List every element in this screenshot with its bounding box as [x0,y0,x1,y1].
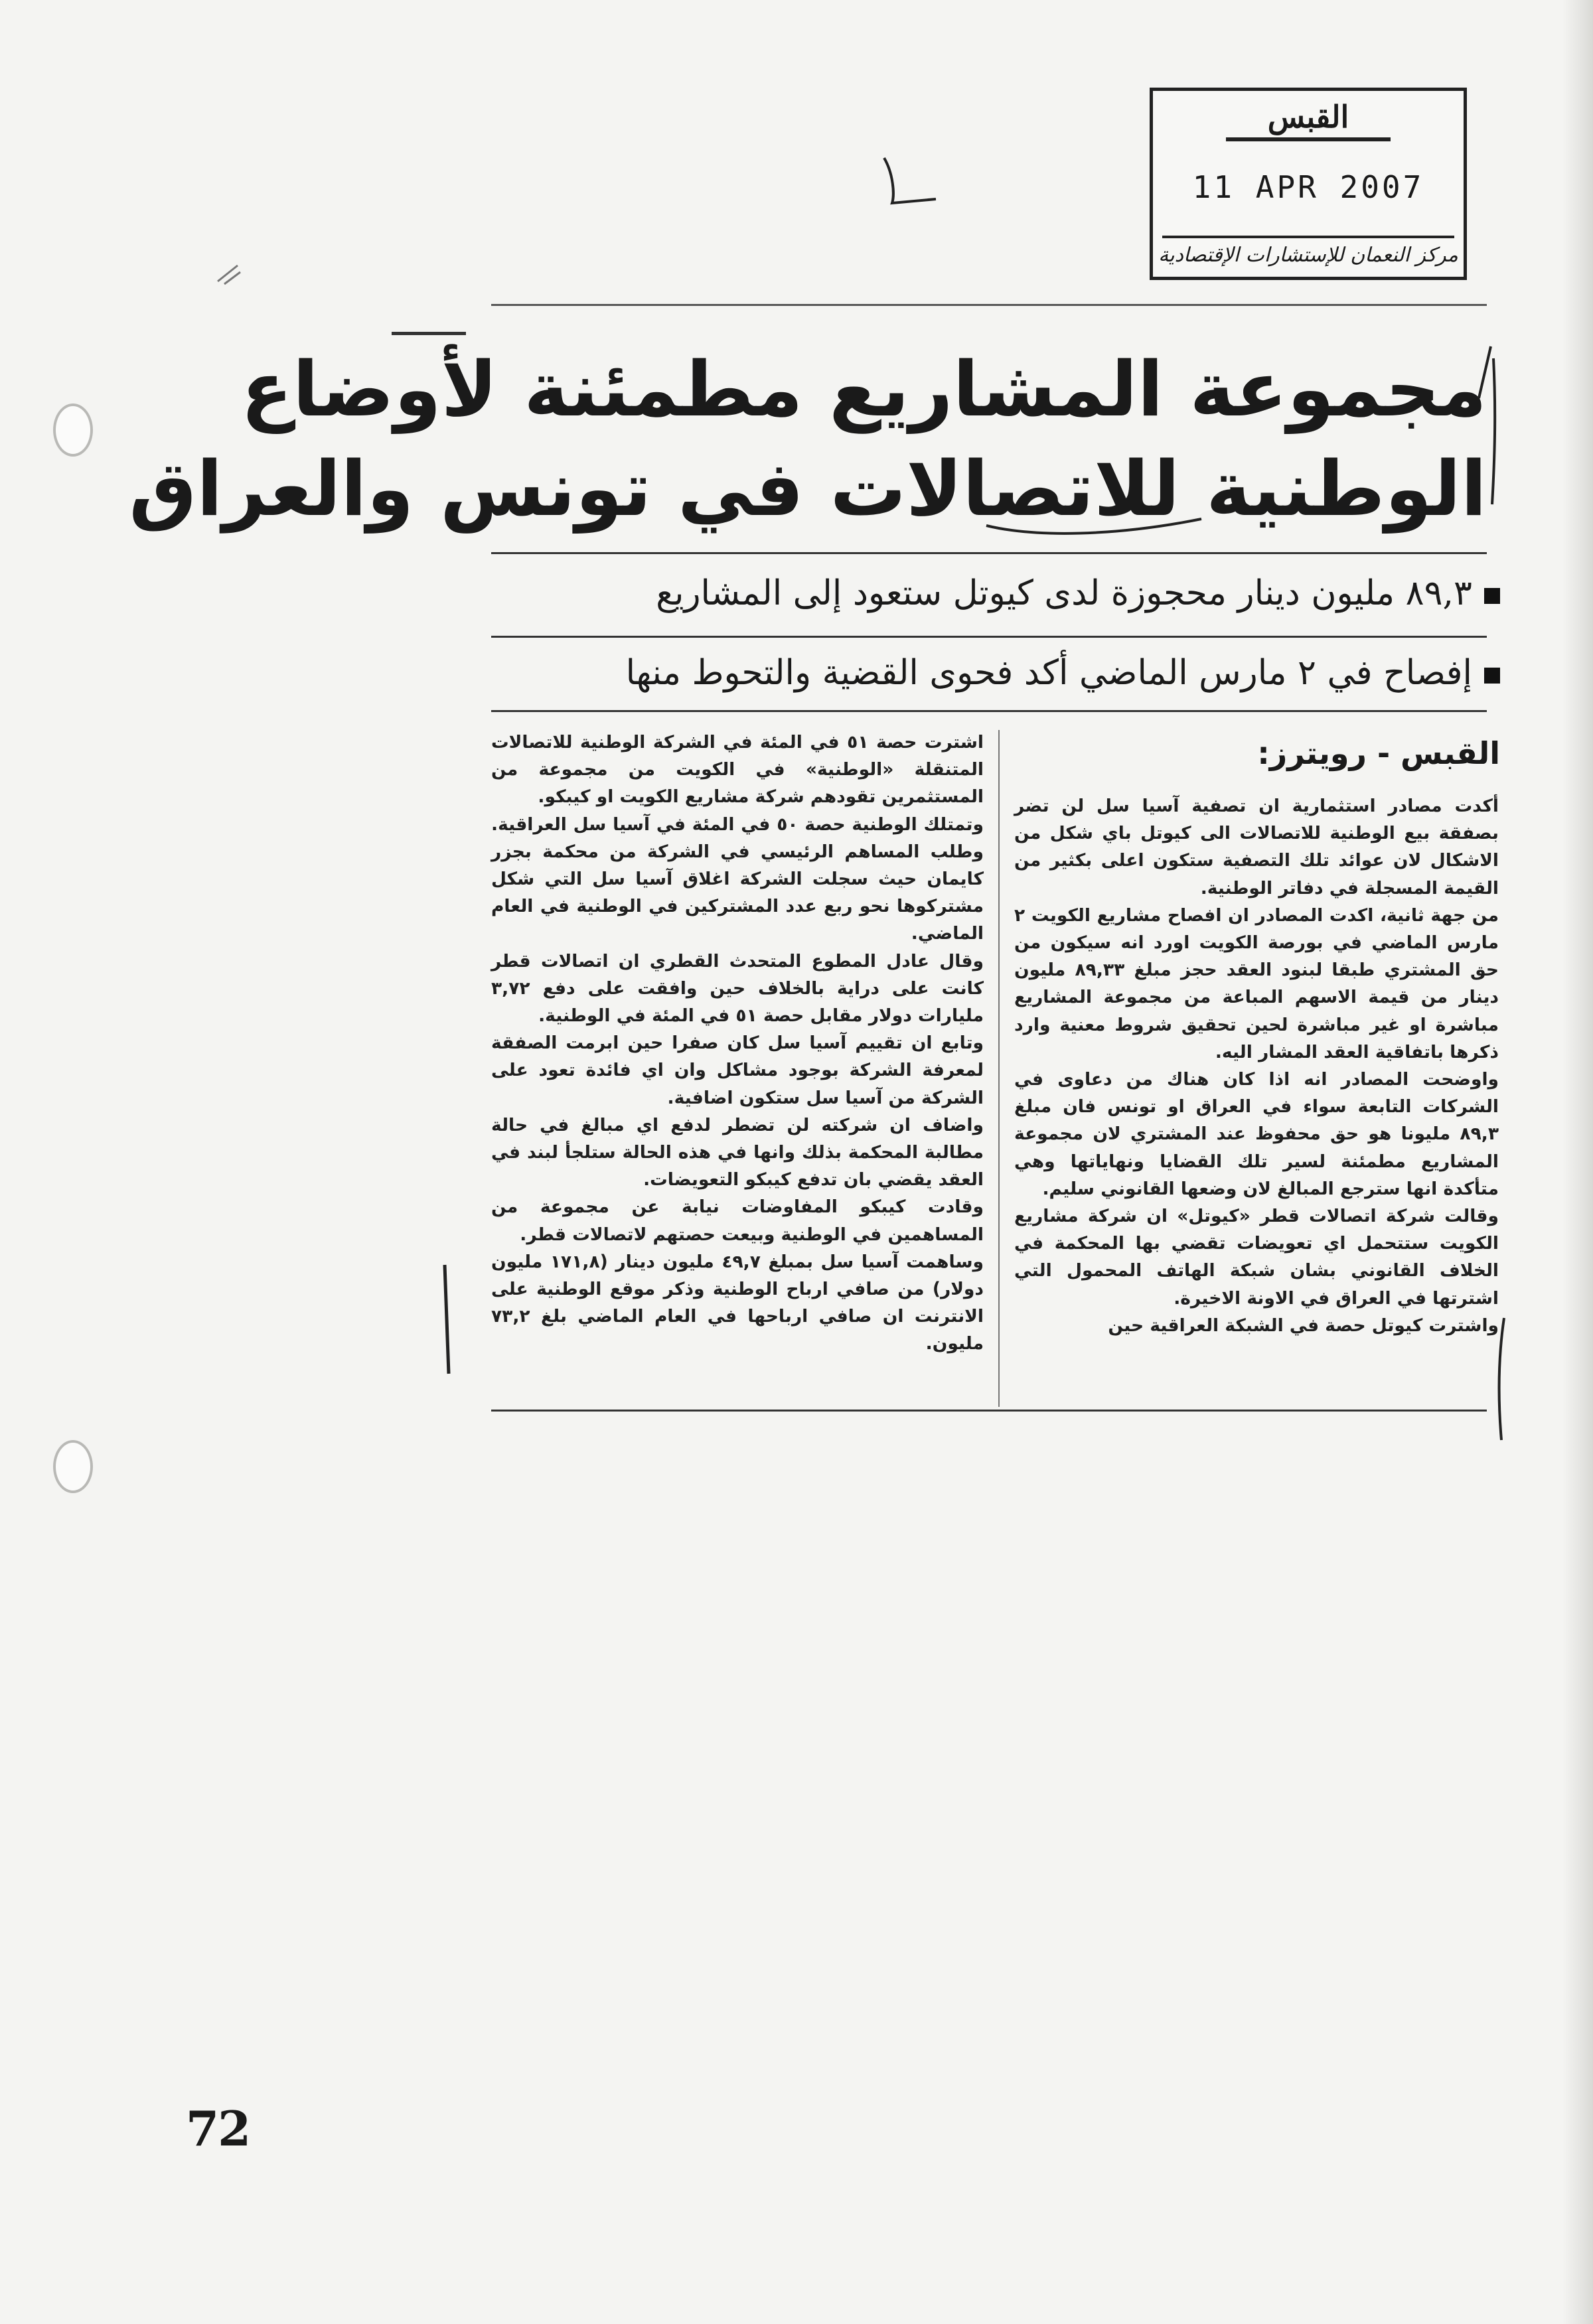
byline: القبس - رويترز: [1257,735,1500,771]
subheads-top-rule [491,552,1487,554]
stamp-organization: مركز النعمان للإستشارات الإقتصادية [1158,244,1458,267]
paragraph: وقال عادل المطوع المتحدث القطري ان اتصالات قطر كانت على دراية بالخلاف حين وافقت على دفع ٣,٧٢ مليارات دولار مقابل حصة ٥١ في المئة في الوطنية. [491,950,984,1027]
subhead-1-text: ٨٩,٣ مليون دينار محجوزة لدى كيوتل ستعود إلى المشاريع [656,573,1472,613]
clipping-top-rule [491,304,1487,306]
paragraph: وساهمت آسيا سل بمبلغ ٤٩,٧ مليون دينار (١٧١,٨ مليون دولار) من صافي ارباح الوطنية وذكر موقع الوطنية على الانترنت ان صافي ارباحها في العام الماضي بلغ ٧٣,٢ مليون. [491,1251,984,1354]
stamp-logo-underline [1226,137,1391,141]
subhead-2 [491,653,1500,693]
paragraph: من جهة ثانية، اكدت المصادر ان افصاح مشاريع الكويت ٢ مارس الماضي في بورصة الكويت اورد انه سيكون من حق المشتري طبقا لبنود العقد حجز مبلغ ٨٩,٣٣ مليون دينار من قيمة الاسهم المباعة من مجموعة المشاريع مباشرة او غير مباشرة لحين تحقيق شروط معنية وارد ذكرها باتفاقية العقد المشار اليه. [1014,905,1499,1062]
paragraph: وتمتلك الوطنية حصة ٥٠ في المئة في آسيا سل العراقية. وطلب المساهم الرئيسي في الشركة من محكمة بجزر كايمان حيث سجلت الشركة اغلاق آسيا سل التي شكل مشتركوها نحو ربع عدد المشتركين في الوطنية في العام الماضي. [491,814,984,944]
column-divider [998,730,1000,1407]
article-column-left [491,729,984,1358]
pen-tick-mark [875,154,948,214]
page-number: 72 [186,2100,250,2157]
paragraph: وقادت كيبكو المفاوضات نيابة عن مجموعة من المساهمين في الوطنية وبيعت حصتهم لاتصالات قطر. [491,1197,984,1245]
pen-underline-mark [982,499,1208,539]
paragraph: واوضحت المصادر انه اذا كان هناك من دعاوى في الشركات التابعة سواء في العراق او تونس فان مبلغ ٨٩,٣ مليونا هو حق محفوظ عند المشتري لان مجموعة المشاريع مطمئنة لسير تلك القضايا ونهاياتها وهي متأكدة انها سترجع المبالغ لان وضعها القانوني سليم. [1014,1069,1499,1199]
stamp-divider [1162,236,1454,238]
paragraph: وتابع ان تقييم آسيا سل كان صفرا حين ابرمت الصفقة لمعرفة الشركة بوجود مشاكل وان اي فائدة تعود على الشركة من آسيا سل ستكون اضافية. [491,1033,984,1108]
headline-line-2: الوطنية للاتصالات في تونس والعراق [129,445,1487,533]
punch-hole [53,1440,93,1493]
punch-hole [53,403,93,457]
date-stamp [1150,88,1467,280]
paragraph: أكدت مصادر استثمارية ان تصفية آسيا سل لن تضر بصفقة بيع الوطنية للاتصالات الى كيوتل باي شكل من الاشكال لان عوائد تلك التصفية ستكون اعلى بكثير من القيمة المسجلة في دفاتر الوطنية. [1014,796,1499,899]
subhead-1 [491,573,1500,613]
stamp-date: 11 APR 2007 [1192,169,1424,205]
page-edge [1562,0,1593,2324]
pen-margin-mark [1481,1314,1521,1447]
paragraph: واضاف ان شركته لن تضطر لدفع اي مبالغ في حالة مطالبة المحكمة بذلك وانها في هذه الحالة ستلجأ لبند في العقد يقضي بان تدفع كيبكو التعويضات. [491,1114,984,1191]
article-column-right [1014,792,1499,1339]
paragraph: واشترت كيوتل حصة في الشبكة العراقية حين [1108,1315,1499,1336]
bullet-square-icon [1484,588,1500,604]
headline-line-1: مجموعة المشاريع مطمئنة لأوضاع [241,345,1487,433]
bullet-square-icon [1484,668,1500,684]
subhead-2-text: إفصاح في ٢ مارس الماضي أكد فحوى القضية والتحوط منها [625,653,1472,693]
subheads-middle-rule [491,636,1487,638]
pen-scribble-mark [211,252,251,292]
pen-bracket-mark [1454,338,1513,511]
paragraph: اشترت حصة ٥١ في المئة في الشركة الوطنية للاتصالات المتنقلة «الوطنية» في الكويت من مجموعة من المستثمرين تقودهم شركة مشاريع الكويت او كيبكو. [491,732,984,808]
stamp-newspaper-name: القبس [1267,99,1349,135]
pen-margin-mark [431,1261,458,1380]
clipping-corner-rule [392,332,466,335]
clipping-bottom-rule [491,1410,1487,1412]
paragraph: وقالت شركة اتصالات قطر «كيوتل» ان شركة مشاريع الكويت ستتحمل اي تعويضات تقضي بها المحكمة في الخلاف القانوني بشان شبكة الهاتف المحمول التي اشترتها في العراق في الاونة الاخيرة. [1014,1206,1499,1309]
subheads-bottom-rule [491,710,1487,712]
